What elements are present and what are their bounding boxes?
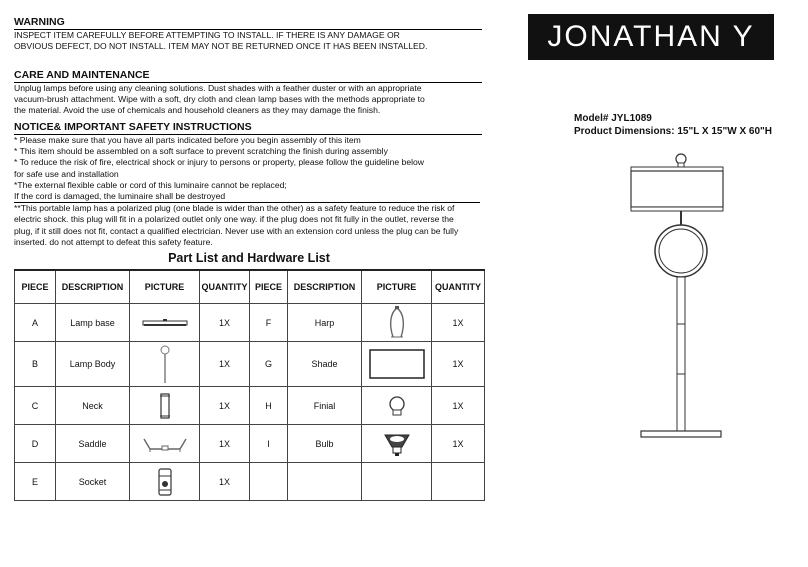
care-line: vacuum-brush attachment. Wipe with a soft, dry cloth and clean lamp bases with the methods appropriate to xyxy=(14,94,425,105)
finial-icon xyxy=(386,394,408,418)
saddle-icon xyxy=(140,433,190,455)
picture-cell xyxy=(130,342,200,387)
care-text xyxy=(14,83,484,117)
notice-text xyxy=(14,135,484,248)
piece-cell: I xyxy=(250,425,288,463)
description-cell: Lamp base xyxy=(56,304,130,342)
col-header: QUANTITY xyxy=(200,270,250,304)
notice-line: * This item should be assembled on a soft surface to prevent scratching the finish during assembly xyxy=(14,146,388,157)
description-cell: Shade xyxy=(288,342,362,387)
model-number: Model# JYL1089 xyxy=(574,113,652,124)
quantity-cell: 1X xyxy=(200,425,250,463)
parts-table xyxy=(14,269,485,501)
quantity-cell xyxy=(432,463,485,501)
table-row xyxy=(15,387,485,425)
quantity-cell: 1X xyxy=(432,425,485,463)
notice-line: inserted. do not attempt to defeat this safety feature. xyxy=(14,236,213,247)
description-cell: Finial xyxy=(288,387,362,425)
piece-cell: H xyxy=(250,387,288,425)
warning-text xyxy=(14,30,484,52)
warning-heading: WARNING xyxy=(14,16,482,30)
picture-cell xyxy=(362,342,432,387)
piece-cell xyxy=(250,463,288,501)
care-line: the material. Avoid the use of chemicals and household cleaners as they may damage the finish. xyxy=(14,105,381,116)
notice-line: * Please make sure that you have all parts indicated before you begin assembly of this item xyxy=(14,135,361,145)
notice-line: *The external flexible cable or cord of this luminaire cannot be replaced; xyxy=(14,179,287,190)
parts-table-title: Part List and Hardware List xyxy=(168,251,330,265)
picture-cell xyxy=(130,463,200,501)
product-dimensions: Product Dimensions: 15"L X 15"W X 60"H xyxy=(574,126,772,137)
lamp-base-icon xyxy=(140,316,190,330)
piece-cell: E xyxy=(15,463,56,501)
floor-lamp-illustration xyxy=(628,148,728,448)
shade-icon xyxy=(366,346,428,382)
piece-cell: D xyxy=(15,425,56,463)
notice-heading: NOTICE& IMPORTANT SAFETY INSTRUCTIONS xyxy=(14,121,482,135)
neck-icon xyxy=(158,392,172,420)
col-header: QUANTITY xyxy=(432,270,485,304)
picture-cell xyxy=(130,387,200,425)
col-header: DESCRIPTION xyxy=(56,270,130,304)
table-row xyxy=(15,463,485,501)
care-heading: CARE AND MAINTENANCE xyxy=(14,69,482,83)
picture-cell xyxy=(362,387,432,425)
description-cell: Bulb xyxy=(288,425,362,463)
brand-logo: JONATHAN Y xyxy=(528,14,774,60)
picture-cell xyxy=(130,425,200,463)
quantity-cell: 1X xyxy=(432,304,485,342)
col-header: DESCRIPTION xyxy=(288,270,362,304)
bulb-icon xyxy=(382,429,412,459)
col-header: PIECE xyxy=(250,270,288,304)
picture-cell xyxy=(130,304,200,342)
notice-line: **This portable lamp has a polarized plug (one blade is wider than the other) as a safety feature to reduce the risk of xyxy=(14,203,455,214)
quantity-cell: 1X xyxy=(200,304,250,342)
description-cell: Socket xyxy=(56,463,130,501)
quantity-cell: 1X xyxy=(432,387,485,425)
col-header: PICTURE xyxy=(362,270,432,304)
col-header: PIECE xyxy=(15,270,56,304)
warning-line: INSPECT ITEM CAREFULLY BEFORE ATTEMPTING TO INSTALL. IF THERE IS ANY DAMAGE OR xyxy=(14,30,400,40)
description-cell: Harp xyxy=(288,304,362,342)
harp-icon xyxy=(382,305,412,341)
description-cell: Saddle xyxy=(56,425,130,463)
quantity-cell: 1X xyxy=(432,342,485,387)
piece-cell: A xyxy=(15,304,56,342)
piece-cell: G xyxy=(250,342,288,387)
quantity-cell: 1X xyxy=(200,342,250,387)
socket-icon xyxy=(155,466,175,498)
care-line: Unplug lamps before using any cleaning solutions. Dust shades with a feather duster or with an appropriate xyxy=(14,83,422,93)
description-cell: Lamp Body xyxy=(56,342,130,387)
notice-line: * To reduce the risk of fire, electrical shock or injury to persons or property, please follow the guideline below xyxy=(14,157,425,168)
piece-cell: F xyxy=(250,304,288,342)
picture-cell xyxy=(362,463,432,501)
piece-cell: C xyxy=(15,387,56,425)
warning-line: OBVIOUS DEFECT, DO NOT INSTALL. ITEM MAY NOT BE RETURNED ONCE IT HAS BEEN INSTALLED. xyxy=(14,41,428,52)
picture-cell xyxy=(362,425,432,463)
picture-cell xyxy=(362,304,432,342)
notice-line: electric shock. this plug will fit in a polarized outlet only one way. if the plug does not fit fully in the outlet, reverse the xyxy=(14,214,454,225)
description-cell xyxy=(288,463,362,501)
notice-line: If the cord is damaged, the luminaire shall be destroyed xyxy=(14,191,480,203)
description-cell: Neck xyxy=(56,387,130,425)
lamp-body-icon xyxy=(155,344,175,384)
col-header: PICTURE xyxy=(130,270,200,304)
table-header-row xyxy=(15,270,485,304)
piece-cell: B xyxy=(15,342,56,387)
table-row xyxy=(15,304,485,342)
notice-line: for safe use and installation xyxy=(14,168,119,179)
notice-line: plug, if it still does not fit, contact a qualified electrician. Never use with an extension cord unless the plug can be fully xyxy=(14,225,459,236)
table-row xyxy=(15,342,485,387)
quantity-cell: 1X xyxy=(200,387,250,425)
table-row xyxy=(15,425,485,463)
quantity-cell: 1X xyxy=(200,463,250,501)
